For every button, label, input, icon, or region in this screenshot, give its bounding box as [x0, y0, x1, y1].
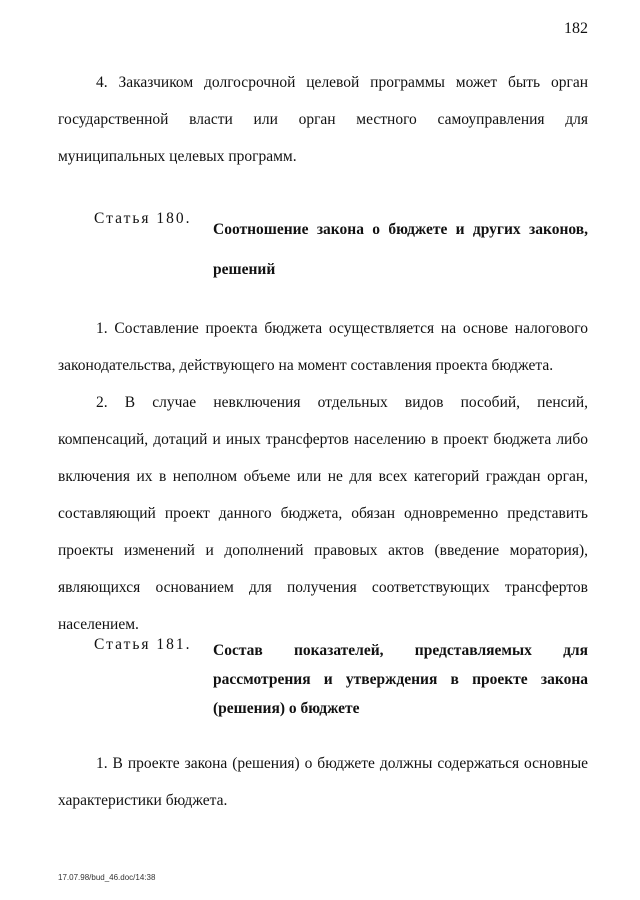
article-181-title: Состав показателей, представляемых для рассмотрения и утверждения в проекте закона (решения) о бюджете — [213, 642, 588, 717]
page-number: 182 — [564, 20, 588, 37]
article-181-paragraph-1-text: 1. В проекте закона (решения) о бюджете должны содержаться основные характеристики бюджета. — [58, 755, 588, 809]
article-180-label: Статья 180. — [94, 210, 192, 227]
article-180-paragraph-2-text: 2. В случае невключения отдельных видов пособий, пенсий, компенсаций, дотаций и иных трансфертов населению в проект бюджета либо включения их в неполном объеме или не для всех категорий граждан орган, составляющий проект данного бюджета, обязан одновременно представить проекты изменений и дополнений правовых актов (введение моратория), являющихся основанием для получения соответствующих трансфертов населением. — [58, 394, 588, 633]
article-180-paragraph-2 — [58, 384, 588, 643]
article-180-paragraph-1-text: 1. Составление проекта бюджета осуществляется на основе налогового законодательства, действующего на момент составления проекта бюджета. — [58, 320, 588, 374]
footer-file-stamp: 17.07.98/bud_46.doc/14:38 — [58, 873, 156, 882]
article-180-title: Соотношение закона о бюджете и других законов, решений — [213, 221, 588, 278]
article-181-label: Статья 181. — [94, 636, 192, 653]
article-180-paragraph-1 — [58, 310, 588, 384]
paragraph-4 — [58, 64, 588, 175]
paragraph-4-text: 4. Заказчиком долгосрочной целевой программы может быть орган государственной власти или орган местного самоуправления для муниципальных целевых программ. — [58, 74, 588, 165]
article-181-paragraph-1 — [58, 745, 588, 819]
